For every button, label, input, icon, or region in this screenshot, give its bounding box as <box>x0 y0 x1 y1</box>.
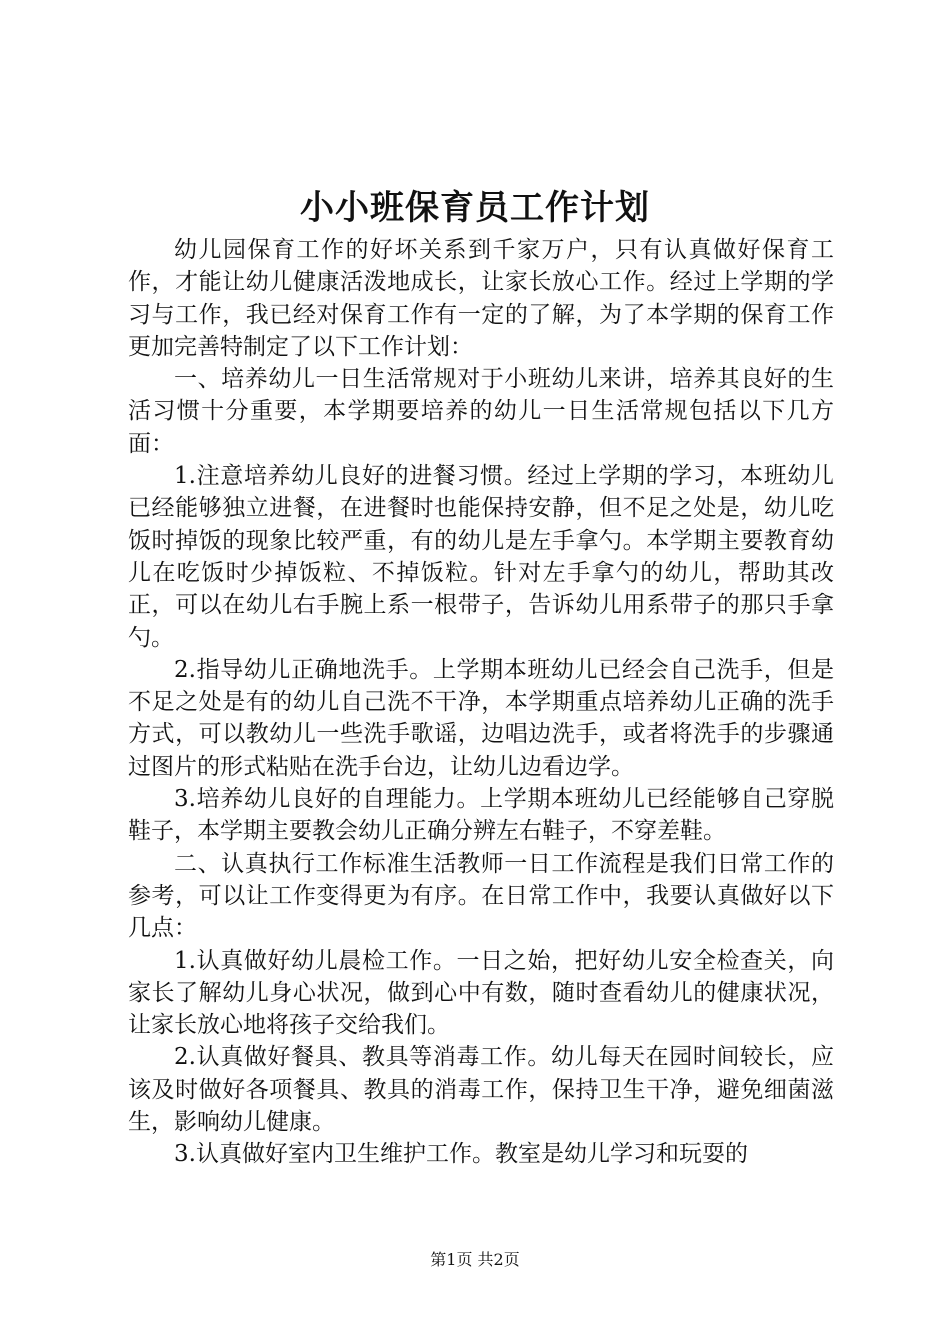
document-body <box>128 234 834 1171</box>
paragraph-1-1: 1.注意培养幼儿良好的进餐习惯。经过上学期的学习，本班幼儿已经能够独立进餐，在进餐时也能保持安静，但不足之处是，幼儿吃饭时掉饭的现象比较严重，有的幼儿是左手拿勺。本学期主要教育幼儿在吃饭时少掉饭粒、不掉饭粒。针对左手拿勺的幼儿，帮助其改正，可以在幼儿右手腕上系一根带子，告诉幼儿用系带子的那只手拿勺。 <box>128 463 834 651</box>
document-title: 小小班保育员工作计划 <box>300 188 650 228</box>
paragraph-section-1: 一、培养幼儿一日生活常规对于小班幼儿来讲，培养其良好的生活习惯十分重要，本学期要培养的幼儿一日生活常规包括以下几方面： <box>128 366 834 457</box>
page-number-footer: 第1页 共2页 <box>430 1250 520 1269</box>
paragraph-section-2: 二、认真执行工作标准生活教师一日工作流程是我们日常工作的参考，可以让工作变得更为有序。在日常工作中，我要认真做好以下几点： <box>128 850 834 942</box>
paragraph-1-3: 3.培养幼儿良好的自理能力。上学期本班幼儿已经能够自己穿脱鞋子，本学期主要教会幼儿正确分辨左右鞋子，不穿差鞋。 <box>128 786 834 845</box>
paragraph-1-2: 2.指导幼儿正确地洗手。上学期本班幼儿已经会自己洗手，但是不足之处是有的幼儿自己洗不干净，本学期重点培养幼儿正确的洗手方式，可以教幼儿一些洗手歌谣，边唱边洗手，或者将洗手的步骤通过图片的形式粘贴在洗手台边，让幼儿边看边学。 <box>128 656 834 780</box>
paragraph-2-1: 1.认真做好幼儿晨检工作。一日之始，把好幼儿安全检查关，向家长了解幼儿身心状况，做到心中有数，随时查看幼儿的健康状况，让家长放心地将孩子交给我们。 <box>128 947 834 1039</box>
paragraph-2-3: 3.认真做好室内卫生维护工作。教室是幼儿学习和玩耍的 <box>174 1141 748 1168</box>
paragraph-2-2: 2.认真做好餐具、教具等消毒工作。幼儿每天在园时间较长，应该及时做好各项餐具、教具的消毒工作，保持卫生干净，避免细菌滋生，影响幼儿健康。 <box>128 1044 834 1136</box>
paragraph-intro: 幼儿园保育工作的好坏关系到千家万户，只有认真做好保育工作，才能让幼儿健康活泼地成长，让家长放心工作。经过上学期的学习与工作，我已经对保育工作有一定的了解，为了本学期的保育工作更加完善特制定了以下工作计划： <box>128 237 834 360</box>
